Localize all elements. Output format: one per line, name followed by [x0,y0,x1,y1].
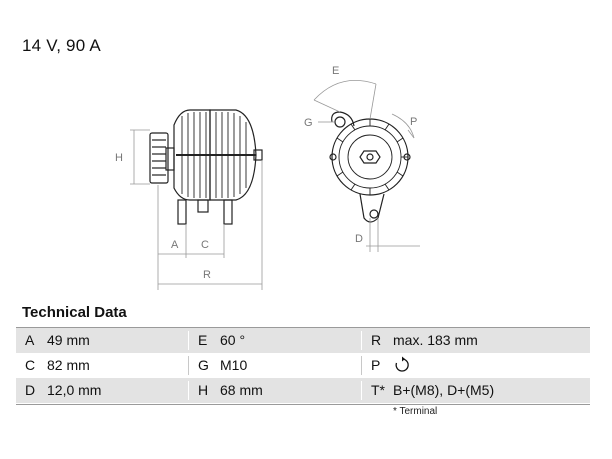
dimension-label-p: P [410,116,418,128]
column-divider [188,381,189,400]
spec-value: 12,0 mm [47,382,102,398]
spec-value [393,356,411,374]
table-row [16,353,590,378]
dimension-label-r: R [203,269,211,281]
spec-key: H [198,382,209,398]
terminal-footnote: * Terminal [393,406,438,417]
spec-key: C [25,357,36,373]
dimension-label-d: D [355,233,363,245]
column-divider [188,331,189,350]
table-bottom-rule [16,404,590,405]
spec-value: M10 [220,357,248,373]
spec-value: B+(M8), D+(M5) [393,382,495,398]
table-row [16,378,590,403]
spec-key: P [371,357,381,373]
dimension-label-h: H [115,152,123,164]
rear-view-dimensions [314,80,420,252]
column-divider [361,381,362,400]
spec-value: max. 183 mm [393,332,478,348]
spec-key: A [25,332,35,348]
dimension-label-e: E [332,65,340,77]
column-divider [361,356,362,375]
dimension-label-c: C [201,239,209,251]
column-divider [188,356,189,375]
clockwise-rotation-icon [393,356,411,374]
spec-key: E [198,332,208,348]
spec-value: 49 mm [47,332,90,348]
table-row [16,328,590,353]
rear-view [330,112,410,222]
spec-key: D [25,382,36,398]
column-divider [361,331,362,350]
spec-value: 60 ° [220,332,246,348]
technical-data-table [16,327,590,403]
technical-data-title: Technical Data [22,304,127,321]
side-view [150,110,262,224]
spec-key: R [371,332,382,348]
dimension-label-a: A [171,239,179,251]
spec-value: 68 mm [220,382,263,398]
spec-key: G [198,357,209,373]
spec-value: 82 mm [47,357,90,373]
dimension-label-g: G [304,117,313,129]
spec-key: T* [371,382,385,398]
product-title: 14 V, 90 A [22,36,101,55]
